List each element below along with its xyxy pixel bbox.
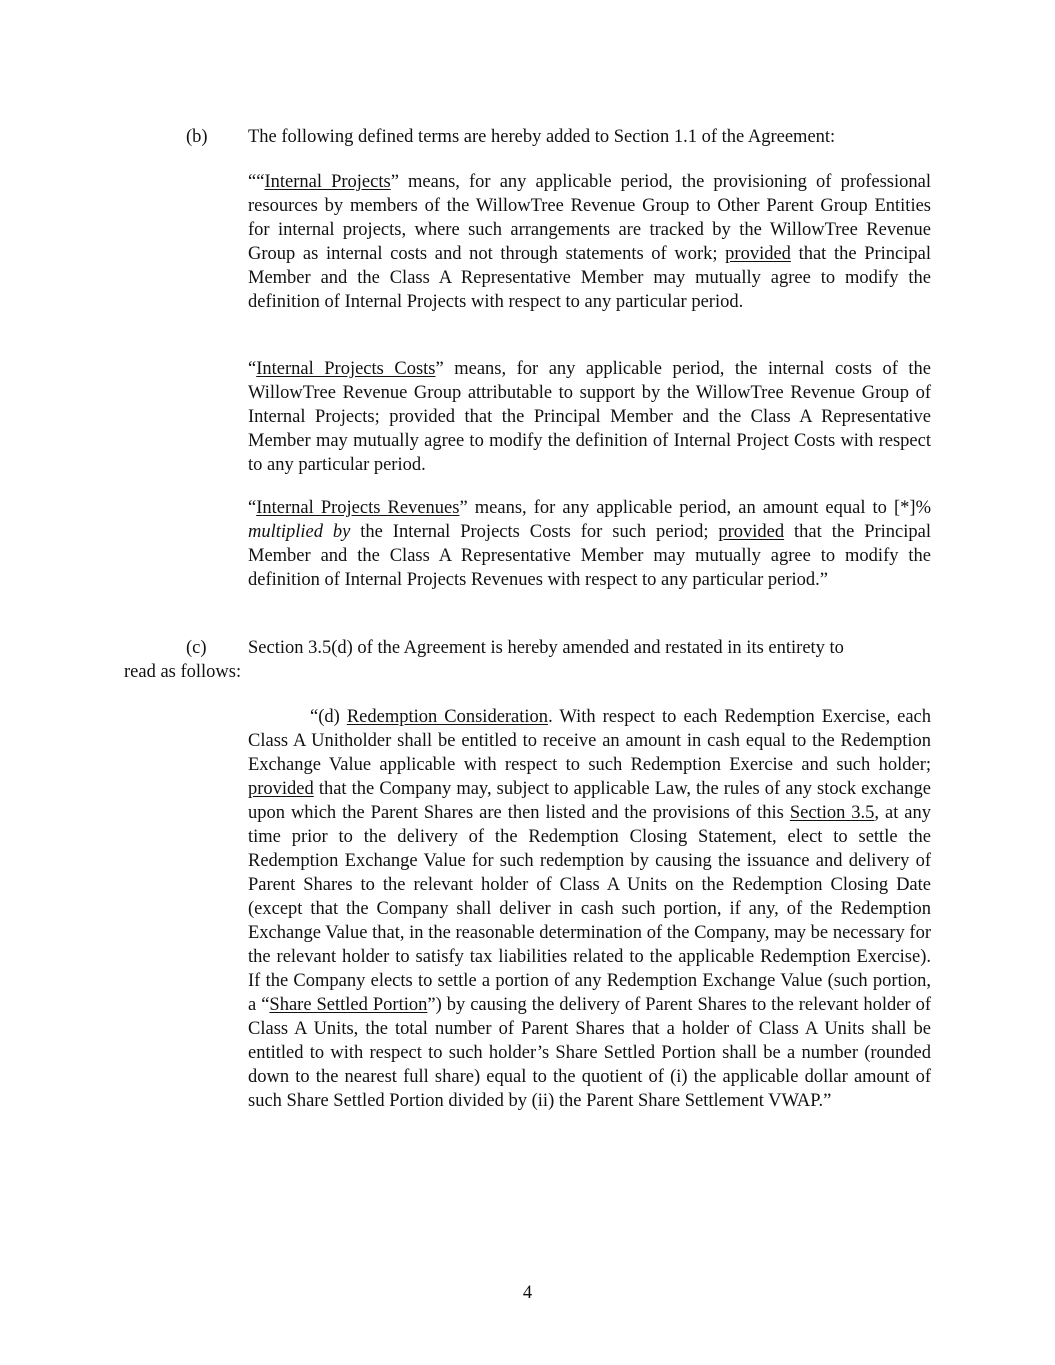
defined-term: Internal Projects Revenues: [256, 498, 460, 518]
section-c-line1: Section 3.5(d) of the Agreement is hereby amended and restated in its entirety to: [248, 638, 844, 658]
definition-text: the Internal Projects Costs for such period;: [350, 522, 719, 542]
definition-internal-projects: [248, 170, 931, 314]
provided-term: provided: [248, 779, 314, 799]
definition-text: that the Principal Member and the Class A Representative Member may mutually agree to modify the definition of Internal Projects Revenues with respect to any particular period.”: [248, 522, 931, 590]
definition-internal-projects-costs: [248, 357, 931, 477]
provided-term: provided: [718, 522, 785, 542]
page-number: 4: [522, 1283, 533, 1303]
definition-text: that the Principal Member and the Class A Representative Member may mutually agree to modify the definition of Internal Projects with respect to any particular period.: [248, 244, 931, 312]
definition-text: ” means, for any applicable period, an amount equal to [*]%: [459, 498, 932, 518]
clause-text: that the Company may, subject to applicable Law, the rules of any stock exchange upon which the Parent Shares are then listed and the provisions of this: [248, 779, 931, 823]
share-settled-portion-term: Share Settled Portion: [269, 995, 428, 1015]
open-quote: “: [248, 359, 257, 379]
section-c-label: (c): [186, 638, 207, 658]
open-quote: ““: [248, 172, 265, 192]
section-b-intro: The following defined terms are hereby added to Section 1.1 of the Agreement:: [248, 127, 836, 147]
clause-text: ”) by causing the delivery of Parent Shares to the relevant holder of Class A Units, the total number of Parent Shares that a holder of Class A Units shall be entitled to with respect to such holder’s Share Settled Portion shall be a number (rounded down to the nearest full share) equal to the quotient of (i) the applicable dollar amount of such Share Settled Portion divided by (ii) the Parent Share Settlement VWAP.”: [248, 995, 931, 1111]
clause-lead: “(d): [310, 707, 347, 727]
italic-term: multiplied by: [248, 522, 351, 542]
open-quote: “: [248, 498, 257, 518]
clause-heading: Redemption Consideration: [346, 707, 549, 727]
provided-term: provided: [725, 244, 791, 264]
definition-internal-projects-revenues: [248, 496, 931, 592]
definition-text: ” means, for any applicable period, the internal costs of the WillowTree Revenue Group attributable to support by the WillowTree Revenue Group of Internal Projects; provided that the Principal Member and the Class A Representative Member may mutually agree to modify the definition of Internal Project Costs with respect to any particular period.: [248, 359, 931, 475]
section-c-line2: read as follows:: [124, 662, 242, 682]
section-reference: Section 3.5: [789, 803, 875, 823]
clause-text: , at any time prior to the delivery of the Redemption Closing Statement, elect to settle the Redemption Exchange Value for such redemption by causing the issuance and delivery of Parent Shares to the relevant holder of Class A Units on the Redemption Closing Date (except that the Company shall deliver in cash such portion, if any, of the Redemption Exchange Value that, in the reasonable determination of the Company, may be necessary for the relevant holder to satisfy tax liabilities related to the applicable Redemption Exercise). If the Company elects to settle a portion of any Redemption Exchange Value (such portion, a “: [248, 803, 932, 1015]
clause-text: . With respect to each Redemption Exercise, each Class A Unitholder shall be entitled to receive an amount in cash equal to the Redemption Exchange Value applicable with respect to such Redemption Exercise and such holder;: [248, 707, 931, 775]
section-b-label: (b): [186, 127, 208, 147]
definition-text: ” means, for any applicable period, the provisioning of professional resources by members of the WillowTree Revenue Group to Other Parent Group Entities for internal projects, where such arrangements are tracked by the WillowTree Revenue Group as internal costs and not through statements of work;: [248, 172, 932, 264]
defined-term: Internal Projects Costs: [256, 359, 436, 379]
defined-term: Internal Projects: [264, 172, 391, 192]
redemption-consideration-paragraph: [248, 705, 931, 1113]
